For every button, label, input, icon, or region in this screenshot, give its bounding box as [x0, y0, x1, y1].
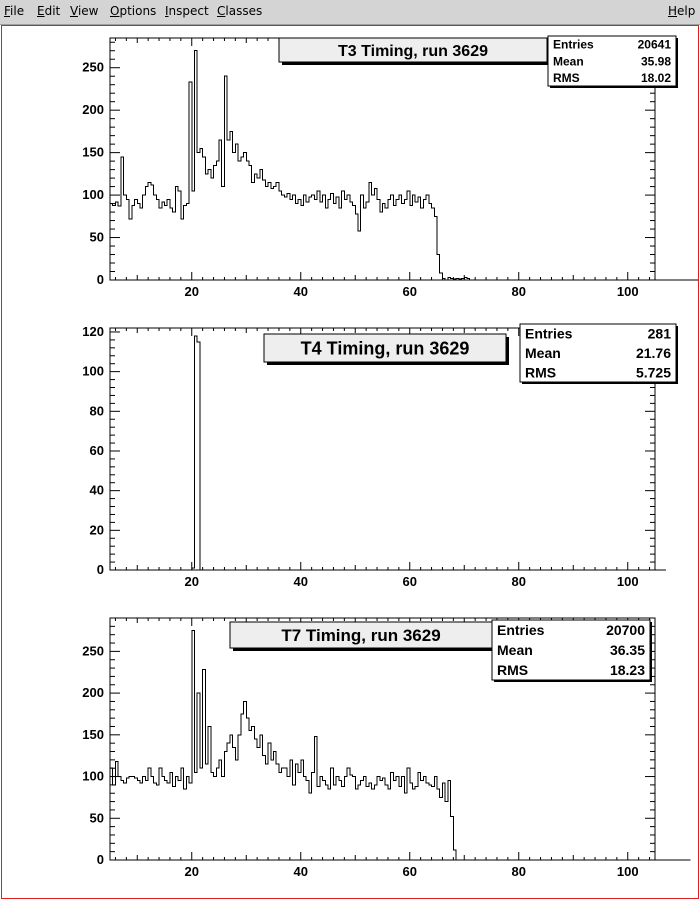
y-tick-label: 200	[82, 685, 104, 701]
x-tick-label: 40	[293, 574, 308, 589]
x-tick-label: 100	[616, 574, 639, 589]
y-tick-label: 60	[89, 442, 104, 458]
x-tick-label: 80	[511, 864, 526, 879]
y-tick-label: 250	[82, 643, 104, 659]
y-tick-label: 200	[82, 102, 104, 118]
stats-label: RMS	[553, 70, 580, 85]
x-tick-label: 100	[616, 864, 639, 879]
stats-value: 21.76	[635, 345, 671, 362]
stats-label: Entries	[525, 325, 573, 342]
x-tick-label: 20	[184, 574, 199, 589]
y-tick-label: 250	[82, 59, 104, 75]
y-tick-label: 50	[89, 810, 104, 826]
y-tick-label: 100	[82, 768, 104, 784]
y-tick-label: 0	[96, 272, 104, 287]
stats-value: 20700	[606, 622, 645, 639]
stats-label: Mean	[553, 54, 584, 69]
stats-value: 35.98	[640, 54, 671, 69]
stats-label: RMS	[497, 662, 529, 679]
histogram-canvas	[2, 26, 698, 898]
x-tick-label: 80	[511, 284, 526, 299]
stats-value: 18.23	[609, 662, 645, 679]
stats-label: RMS	[525, 364, 557, 381]
stats-value: 5.725	[635, 364, 671, 381]
stats-label: Mean	[497, 642, 533, 659]
stats-value: 20641	[637, 37, 671, 52]
stats-value: 36.35	[609, 642, 645, 659]
stats-value: 18.02	[640, 70, 671, 85]
y-tick-label: 50	[89, 229, 104, 245]
stats-label: Entries	[497, 622, 545, 639]
menu-help[interactable]: Help	[668, 4, 696, 18]
menu-edit[interactable]: Edit	[37, 4, 61, 18]
y-tick-label: 80	[89, 403, 104, 419]
menu-bar	[0, 0, 700, 25]
plot-title: T3 Timing, run 3629	[338, 42, 488, 60]
x-tick-label: 20	[184, 284, 199, 299]
x-tick-label: 60	[402, 574, 417, 589]
x-tick-label: 40	[293, 284, 308, 299]
y-tick-label: 0	[96, 852, 104, 867]
y-tick-label: 40	[89, 482, 104, 498]
stats-label: Mean	[525, 345, 561, 362]
y-tick-label: 0	[96, 562, 104, 577]
x-tick-label: 20	[184, 864, 199, 879]
menu-classes[interactable]: Classes	[217, 4, 263, 18]
stats-label: Entries	[553, 37, 594, 52]
x-tick-label: 100	[616, 284, 639, 299]
x-tick-label: 80	[511, 574, 526, 589]
menu-file[interactable]: File	[4, 4, 25, 18]
root-canvas[interactable]	[1, 25, 699, 899]
y-tick-label: 100	[82, 363, 104, 379]
x-tick-label: 60	[402, 284, 417, 299]
x-tick-label: 40	[293, 864, 308, 879]
menu-view[interactable]: View	[70, 4, 99, 18]
y-tick-label: 150	[82, 726, 104, 742]
stats-value: 281	[647, 325, 671, 342]
x-tick-label: 60	[402, 864, 417, 879]
menu-inspect[interactable]: Inspect	[165, 4, 209, 18]
y-tick-label: 150	[82, 144, 104, 160]
y-tick-label: 120	[82, 323, 104, 339]
plot-title: T4 Timing, run 3629	[300, 338, 470, 359]
y-tick-label: 100	[82, 187, 104, 203]
y-tick-label: 20	[89, 522, 104, 538]
menu-options[interactable]: Options	[110, 4, 157, 18]
plot-title: T7 Timing, run 3629	[281, 626, 441, 646]
